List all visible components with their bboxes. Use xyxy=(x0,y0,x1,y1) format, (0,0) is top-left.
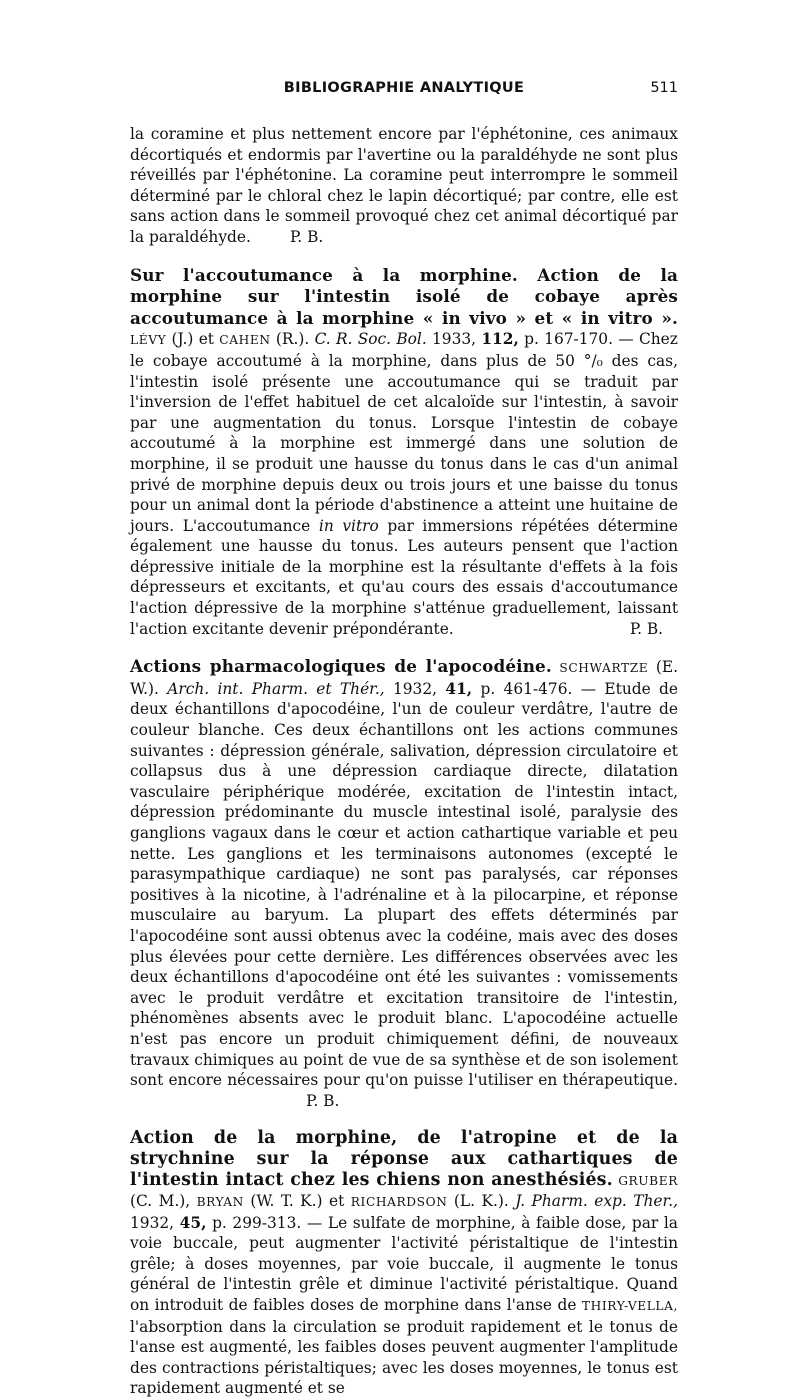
volume-number: 41, xyxy=(445,679,473,698)
page-range: p. 167-170. xyxy=(524,330,613,349)
abstract-text: par immersions répétées détermine également une hausse du tonus. Les auteurs pensent que l'action dépressive initiale de la morphine est la résultante d'effets à la fois dépresseurs et excitants, et qu'au cours des essais d'accoutumance l'action dépressive de la morphine s'atténue graduellement, laissant l'action excitante devenir prépondérante. xyxy=(130,516,679,638)
continuation-text: la coramine et plus nettement encore par l'éphétonine, ces animaux décortiqués et endormis par l'avertine ou la paraldéhyde ne sont plus réveillés par l'éphétonine. La coramine peut interrompre le sommeil déterminé par le chloral chez le lapin décortiqué; par contre, elle est sans action dans le sommeil provoqué chez cet animal décortiqué par la paraldéhyde. xyxy=(130,125,678,246)
running-header xyxy=(130,80,678,106)
page-range: p. 461-476. xyxy=(480,679,573,698)
author-initials: (R.). xyxy=(275,330,310,349)
author-initials: (L. K.). xyxy=(453,1192,509,1211)
abstract-italic: in vitro xyxy=(318,516,379,535)
author-connector: et xyxy=(198,330,214,349)
volume-number: 45, xyxy=(179,1213,207,1232)
abstract-text: — Le sulfate de morphine, à faible dose, par la voie buccale, peut augmenter l'activité péristaltique de l'intestin grêle; à doses moyennes, par voie buccale, il augmente le tonus général de l'intestin grêle et diminue l'activité péristaltique. Quand on introduit de faibles doses de morphine dans l'anse de xyxy=(130,1213,678,1315)
abstract-smallcaps: THIRY-VELLA, xyxy=(581,1299,678,1314)
continuation-paragraph xyxy=(130,124,678,248)
author-name: LÉVY xyxy=(130,333,167,348)
journal-name: J. Pharm. exp. Ther., xyxy=(515,1192,678,1211)
entry-title: Sur l'accoutumance à la morphine. Action de la morphine sur l'intestin isolé de cobaye après accoutumance à la morphine « in vivo » et « in vitro ». xyxy=(130,264,678,328)
author-name: RICHARDSON xyxy=(350,1195,448,1210)
author-name: GRUBER xyxy=(618,1173,678,1188)
signature: P. B. xyxy=(290,227,324,246)
author-initials: (W. T. K.) xyxy=(250,1192,323,1211)
signature: P. B. xyxy=(306,1091,340,1110)
publication-year: 1933, xyxy=(432,330,477,349)
running-title: BIBLIOGRAPHIE ANALYTIQUE xyxy=(283,80,525,96)
entry-title: Actions pharmacologiques de l'apocodéine. xyxy=(130,656,552,677)
author-name: CAHEN xyxy=(219,333,271,348)
page-content xyxy=(130,124,678,1399)
signature: P. B. xyxy=(629,619,664,638)
volume-number: 112, xyxy=(481,330,519,349)
abstract-text: — Chez le cobaye accoutumé à la morphine, dans plus de 50 xyxy=(130,330,678,370)
publication-year: 1932, xyxy=(130,1213,175,1232)
author-name: BRYAN xyxy=(196,1195,244,1210)
page-number: 511 xyxy=(650,80,678,96)
percent-sign: °/₀ xyxy=(583,351,603,370)
bibliography-entry xyxy=(130,265,678,640)
page-range: p. 299-313. xyxy=(212,1213,302,1232)
author-initials: (J.) xyxy=(171,330,194,349)
bibliography-entry xyxy=(130,1128,678,1399)
publication-year: 1932, xyxy=(392,679,438,698)
abstract-text: des cas, l'intestin isolé présente une accoutumance qui se traduit par l'inversion de l'effet habituel de cet alcaloïde sur l'intestin, à savoir par une augmentation du tonus. Lorsque l'intestin de cobaye accoutumé à la morphine est immergé dans une solution de morphine, il se produit une hausse du tonus dans le cas d'un animal privé de morphine depuis deux ou trois jours et une baisse du tonus pour un animal dont la période d'abstinence a atteint une huitaine de jours. L'accoutumance xyxy=(130,351,678,535)
abstract-text: l'absorption dans la circulation se produit rapidement et le tonus de l'anse est augmenté, les faibles doses peuvent augmenter l'amplitude des contractions péristaltiques; avec les doses moyennes, le tonus est rapidement augmenté et se xyxy=(130,1317,678,1398)
bibliography-entry xyxy=(130,656,678,1111)
journal-name: C. R. Soc. Bol. xyxy=(314,330,427,349)
author-name: SCHWARTZE xyxy=(559,661,649,676)
author-connector: et xyxy=(329,1192,345,1211)
abstract-text: — Etude de deux échantillons d'apocodéine, l'un de couleur verdâtre, l'autre de couleur blanche. Ces deux échantillons ont les actions communes suivantes : dépression générale, salivation, dépression circulatoire et collapsus dus à une dépression cardiaque directe, dilatation vasculaire périphérique modérée, excitation de l'intestin intact, dépression prédominante du muscle intestinal isolé, paralysie des ganglions vagaux dans le cœur et action cathartique variable et peu nette. Les ganglions et les terminaisons autonomes (excepté le parasympathique cardiaque) ne sont pas paralysés, car réponses positives à la nicotine, à l'adrénaline et à la pilocarpine, et réponse musculaire au baryum. La plupart des effets déterminés par l'apocodéine sont aussi obtenus avec la codéine, mais avec des doses plus élevées pour cette dernière. Les différences observées avec les deux échantillons d'apocodéine ont été les suivantes : vomissements avec le produit verdâtre et excitation transitoire de l'intestin, phénomènes absents avec le produit blanc. L'apocodéine actuelle n'est pas encore un produit chimiquement défini, de nouveaux travaux chimiques au point de vue de sa synthèse et de son isolement sont encore nécessaires pour qu'on puisse l'utiliser en thérapeutique. xyxy=(130,679,678,1090)
entry-title: Action de la morphine, de l'atropine et de la strychnine sur la réponse aux cathartiques de l'intestin intact chez les chiens non anesthésiés. xyxy=(130,1128,678,1190)
author-initials: (C. M.), xyxy=(130,1192,191,1211)
author-initials: (E. W.). xyxy=(130,658,678,698)
journal-name: Arch. int. Pharm. et Thér., xyxy=(167,679,385,698)
